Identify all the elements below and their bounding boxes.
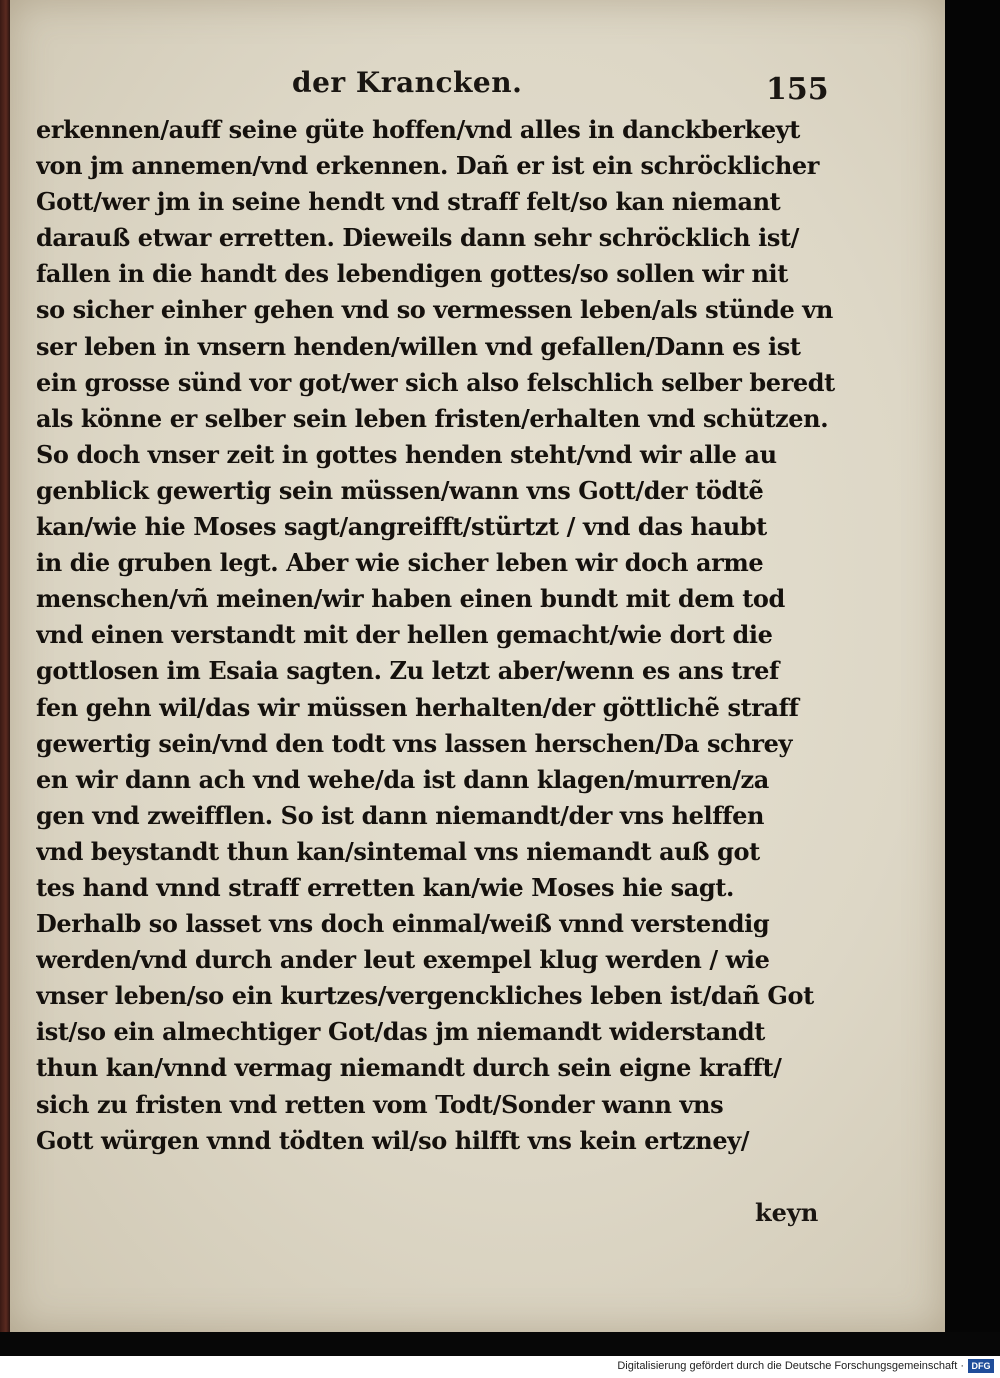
- text-line: erkennen/auff seine güte hoffen/vnd alles in danckberkeyt: [36, 115, 800, 144]
- text-line: so sicher einher gehen vnd so vermessen leben/als stünde vn: [36, 295, 833, 325]
- text-line: vnd beystandt thun kan/sintemal vns niemandt auß got: [36, 836, 760, 866]
- text-line: gottlosen im Esaia sagten. Zu letzt aber/wenn es ans tref: [36, 656, 779, 686]
- book-binding-edge: [0, 0, 10, 1332]
- text-line: als könne er selber sein leben fristen/erhalten vnd schützen.: [36, 403, 829, 433]
- text-line: werden/vnd durch ander leut exempel klug werden / wie: [36, 945, 770, 975]
- text-block: [36, 112, 836, 1159]
- text-line: fen gehn wil/das wir müssen herhalten/der göttlichẽ straff: [36, 692, 799, 722]
- text-line: ser leben in vnsern henden/willen vnd gefallen/Dann es ist: [36, 331, 801, 361]
- catchword: keyn: [755, 1198, 819, 1227]
- text-line: menschen/vñ meinen/wir haben einen bundt mit dem tod: [36, 584, 785, 614]
- text-line: vnser leben/so ein kurtzes/vergenckliches leben ist/dañ Got: [36, 981, 814, 1011]
- text-line: ist/so ein almechtiger Got/das jm niemandt widerstandt: [36, 1017, 765, 1047]
- text-line: genblick gewertig sein müssen/wann vns Gott/der tödtẽ: [36, 475, 764, 505]
- text-line: kan/wie hie Moses sagt/angreifft/stürtzt / vnd das haubt: [36, 512, 767, 542]
- text-line: thun kan/vnnd vermag niemandt durch sein eigne krafft/: [36, 1053, 782, 1083]
- text-line: sich zu fristen vnd retten vom Todt/Sonder wann vns: [36, 1089, 724, 1119]
- text-line: darauß etwar erretten. Dieweils dann sehr schröcklich ist/: [36, 223, 800, 253]
- text-line: en wir dann ach vnd wehe/da ist dann klagen/murren/za: [36, 764, 769, 794]
- text-line: Derhalb so lasset vns doch einmal/weiß vnnd verstendig: [36, 909, 770, 939]
- text-line: fallen in die handt des lebendigen gottes/so sollen wir nit: [36, 259, 788, 289]
- page-number: 155: [766, 72, 829, 107]
- text-line: Gott/wer jm in seine hendt vnd straff felt/so kan niemant: [36, 187, 781, 217]
- dfg-logo: DFG: [968, 1359, 994, 1373]
- text-line: Gott würgen vnnd tödten wil/so hilfft vns kein ertzney/: [36, 1125, 750, 1155]
- book-page: [10, 0, 945, 1332]
- footer-bar: [0, 1356, 1000, 1378]
- funding-credit: Digitalisierung gefördert durch die Deutsche Forschungsgemeinschaft ·: [617, 1360, 964, 1372]
- text-line: vnd einen verstandt mit der hellen gemacht/wie dort die: [36, 620, 773, 650]
- scan-background-right: [945, 0, 1000, 1332]
- text-line: tes hand vnnd straff erretten kan/wie Moses hie sagt.: [36, 872, 734, 902]
- running-head: der Krancken.: [292, 66, 523, 99]
- text-line: gen vnd zweifflen. So ist dann niemandt/der vns helffen: [36, 800, 764, 830]
- text-line: gewertig sein/vnd den todt vns lassen herschen/Da schrey: [36, 728, 792, 758]
- text-line: ein grosse sünd vor got/wer sich also felschlich selber beredt: [36, 367, 835, 397]
- text-line: in die gruben legt. Aber wie sicher leben wir doch arme: [36, 548, 764, 578]
- text-line: So doch vnser zeit in gottes henden steht/vnd wir alle au: [36, 439, 777, 469]
- text-line: von jm annemen/vnd erkennen. Dañ er ist ein schröcklicher: [36, 151, 820, 181]
